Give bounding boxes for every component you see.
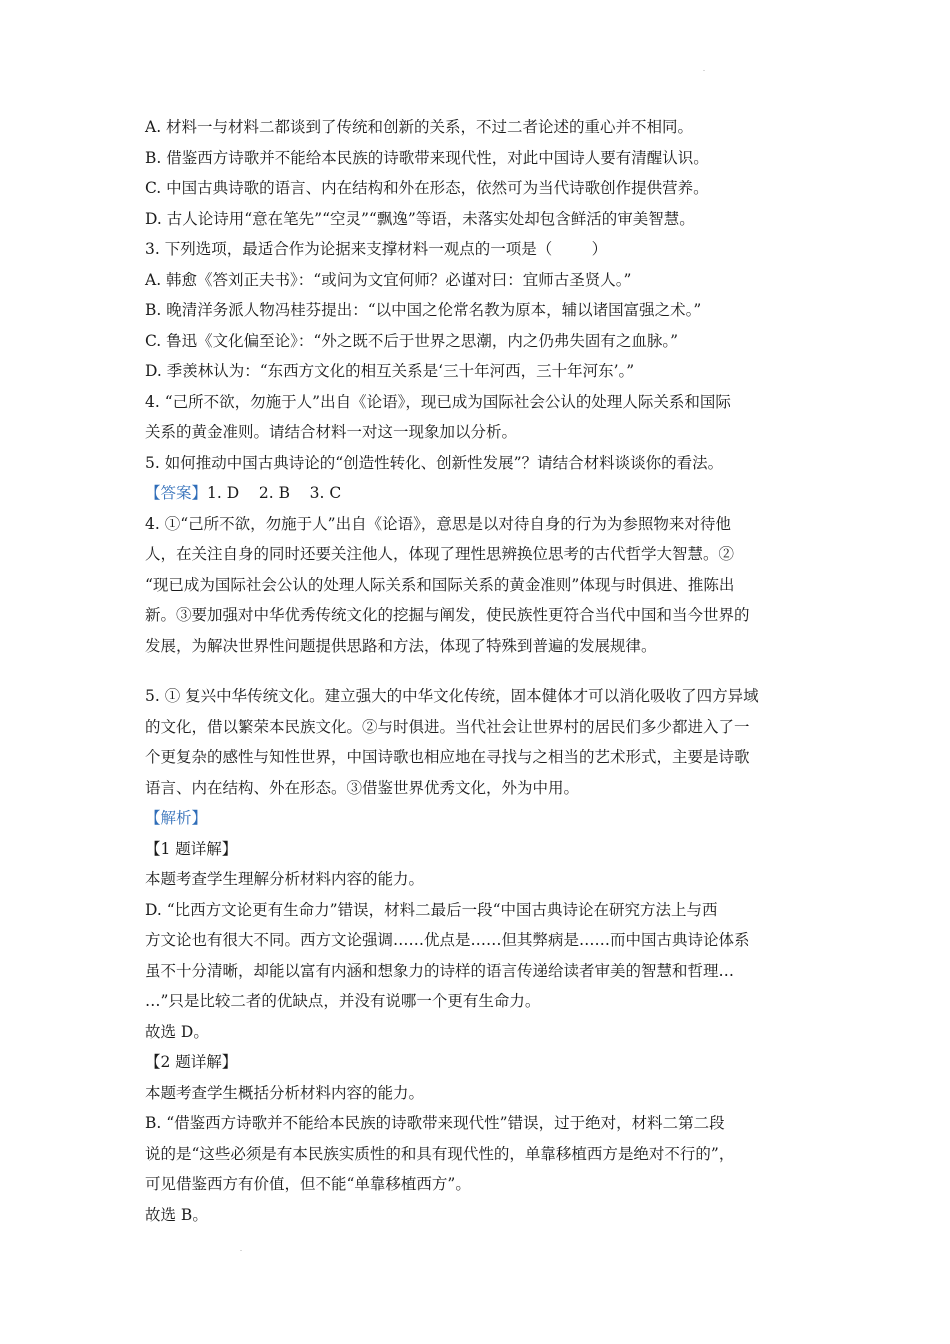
q4-stem-line1: 4. “己所不欲，勿施于人”出自《论语》，现已成为国际社会公认的处理人际关系和国际 <box>145 392 731 411</box>
q1-detail-heading: 【1 题详解】 <box>145 839 238 858</box>
paragraph-gap <box>145 661 810 681</box>
q2-option-c: C. 中国古典诗歌的语言、内在结构和外在形态，依然可为当代诗歌创作提供营养。 <box>145 179 709 197</box>
q1-detail-intro: 本题考查学生理解分析材料内容的能力。 <box>145 870 425 888</box>
answer4-line3: “现已成为国际社会公认的处理人际关系和国际关系的黄金准则”体现与时俱进、推陈出 <box>145 575 735 594</box>
answer5-line1: 5. ① 复兴中华传统文化。建立强大的中华文化传统，固本健体才可以消化吸收了四方异域 <box>145 687 759 705</box>
q2-option-d: D. 古人论诗用“意在笔先”“空灵”“飘逸”等语，未落实处却包含鲜活的审美智慧。 <box>145 209 695 228</box>
q2-detail-line1: B. “借鉴西方诗歌并不能给本民族的诗歌带来现代性”错误，过于绝对，材料二第二段 <box>145 1114 725 1132</box>
q1-detail-line4: …”只是比较二者的优缺点，并没有说哪一个更有生命力。 <box>145 992 541 1010</box>
answer4-line4: 新。③要加强对中华优秀传统文化的挖掘与阐发，使民族性更符合当代中国和当今世界的 <box>145 606 750 624</box>
q3-option-d: D. 季羡林认为：“东西方文化的相互关系是‘三十年河西，三十年河东’。” <box>145 362 635 380</box>
scan-mark <box>703 70 705 71</box>
answer-tag: 【答案】 <box>145 484 208 502</box>
answer5-line2: 的文化，借以繁荣本民族文化。②与时俱进。当代社会让世界村的居民们多少都进入了一 <box>145 717 750 736</box>
answer5-line4: 语言、内在结构、外在形态。③借鉴世界优秀文化，外为中用。 <box>145 778 580 797</box>
answer4-line5: 发展，为解决世界性问题提供思路和方法，体现了特殊到普遍的发展规律。 <box>145 636 657 655</box>
q1-detail-line2: 方文论也有很大不同。西方文论强调……优点是……但其弊病是……而中国古典诗论体系 <box>145 931 750 949</box>
q2-option-b: B. 借鉴西方诗歌并不能给本民族的诗歌带来现代性，对此中国诗人要有清醒认识。 <box>145 148 709 167</box>
answer-values: 1. D 2. B 3. C <box>207 484 342 502</box>
q2-option-a: A. 材料一与材料二都谈到了传统和创新的关系，不过二者论述的重心并不相同。 <box>145 118 694 136</box>
answer-line <box>145 478 810 509</box>
answer5-line3: 个更复杂的感性与知性世界，中国诗歌也相应地在寻找与之相当的艺术形式，主要是诗歌 <box>145 748 750 766</box>
q2-detail-heading: 【2 题详解】 <box>145 1053 238 1071</box>
q5-stem: 5. 如何推动中国古典诗论的“创造性转化、创新性发展”？请结合材料谈谈你的看法。 <box>145 453 724 472</box>
q3-option-c: C. 鲁迅《文化偏至论》：“外之既不后于世界之思潮，内之仍弗失固有之血脉。” <box>145 331 679 350</box>
q2-detail-line2: 说的是“这些必须是有本民族实质性的和具有现代性的，单靠移植西方是绝对不行的”， <box>145 1144 735 1163</box>
q2-conclusion: 故选 B。 <box>145 1205 208 1224</box>
q2-detail-line3: 可见借鉴西方有价值，但不能“单靠移植西方”。 <box>145 1175 471 1193</box>
q3-option-a: A. 韩愈《答刘正夫书》：“或问为文宜何师？必谨对曰：宜师古圣贤人。” <box>145 270 632 289</box>
scan-mark-bottom <box>240 1250 242 1251</box>
page-content <box>145 112 810 1230</box>
q1-detail-line3: 虽不十分清晰，却能以富有内涵和想象力的诗样的语言传递给读者审美的智慧和哲理… <box>145 961 735 980</box>
analysis-tag-text: 【解析】 <box>145 809 208 827</box>
q3-stem: 3. 下列选项，最适合作为论据来支撑材料一观点的一项是（ ） <box>145 240 608 258</box>
analysis-tag <box>145 803 810 834</box>
q1-conclusion: 故选 D。 <box>145 1022 209 1041</box>
answer4-line1: 4. ①“己所不欲，勿施于人”出自《论语》，意思是以对待自身的行为为参照物来对待他 <box>145 514 731 533</box>
q1-detail-line1: D. “比西方文论更有生命力”错误，材料二最后一段“中国古典诗论在研究方法上与西 <box>145 900 718 919</box>
q4-stem-line2: 关系的黄金准则。请结合材料一对这一现象加以分析。 <box>145 423 518 441</box>
q2-detail-intro: 本题考查学生概括分析材料内容的能力。 <box>145 1083 425 1102</box>
q3-option-b: B. 晚清洋务派人物冯桂芬提出：“以中国之伦常名教为原本，辅以诸国富强之术。” <box>145 301 702 319</box>
answer4-line2: 人，在关注自身的同时还要关注他人，体现了理性思辨换位思考的古代哲学大智慧。② <box>145 545 735 563</box>
